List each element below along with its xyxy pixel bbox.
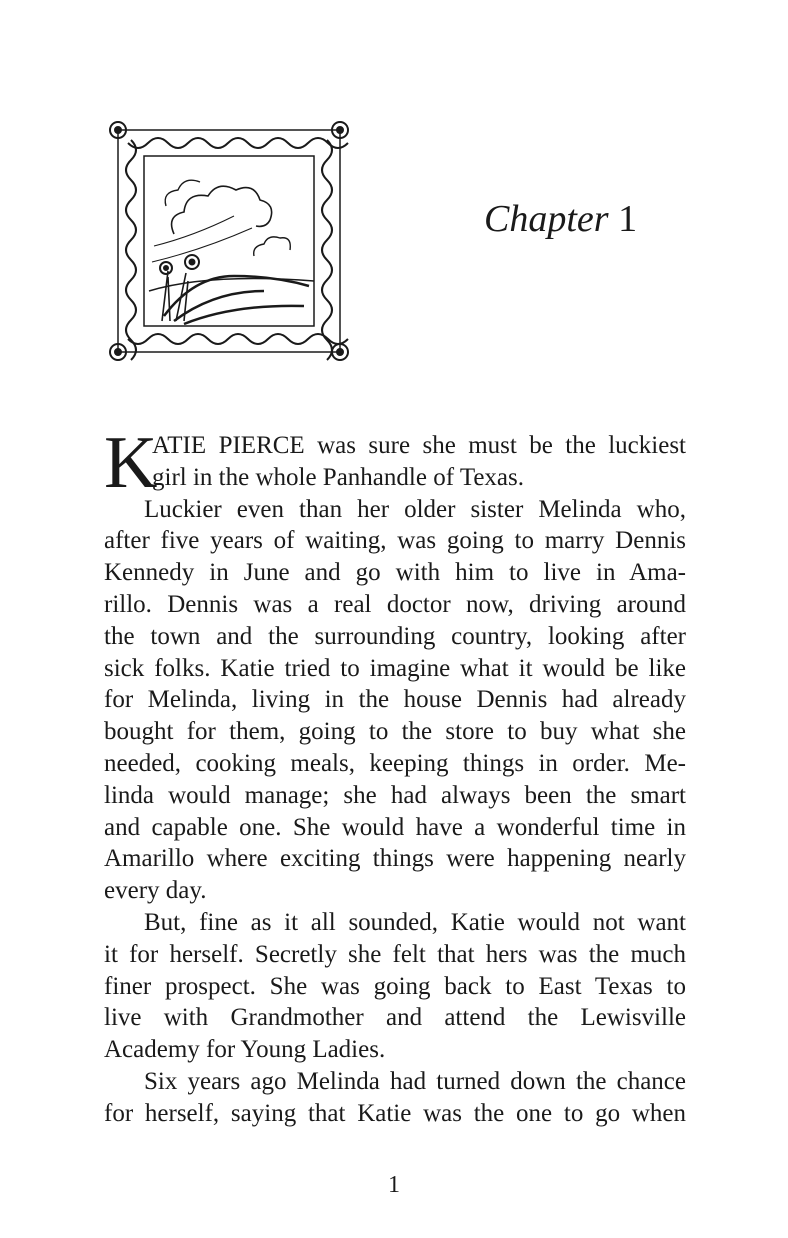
text-line: needed, cooking meals, keeping things in order. Me- [104, 749, 686, 777]
text-line: live with Grandmother and attend the Lewisville [104, 1004, 686, 1032]
text-line: finer prospect. She was going back to East Texas to [104, 972, 686, 1000]
text-line: every day. [104, 877, 207, 905]
text-line: and capable one. She would have a wonderful time in [104, 813, 686, 841]
text-line: for Melinda, living in the house Dennis had already [104, 686, 686, 714]
chapter-number: 1 [618, 198, 638, 240]
text-line: But, fine as it all sounded, Katie would not want [144, 908, 686, 936]
text-line: ATIE PIERCE was sure she must be the luckiest [152, 432, 686, 459]
page-number: 1 [388, 1172, 400, 1198]
text-line: for herself, saying that Katie was the one to go when [104, 1099, 686, 1127]
text-line: it for herself. Secretly she felt that hers was the much [104, 940, 686, 968]
text-line: Academy for Young Ladies. [104, 1036, 386, 1064]
text-line: rillo. Dennis was a real doctor now, driving around [104, 590, 686, 618]
drop-cap-letter: K [104, 422, 158, 504]
text-line: bought for them, going to the store to buy what she [104, 718, 686, 746]
text-line: after five years of waiting, was going to marry Dennis [104, 527, 686, 555]
text-line: Amarillo where exciting things were happening nearly [104, 845, 686, 873]
chapter-heading [484, 200, 637, 238]
chapter-vignette-illustration [104, 116, 354, 366]
text-line: linda would manage; she had always been the smart [104, 781, 686, 809]
chapter-body-text [104, 422, 686, 1130]
text-line: girl in the whole Panhandle of Texas. [152, 463, 525, 491]
text-line: Six years ago Melinda had turned down the chance [144, 1067, 686, 1095]
chapter-label: Chapter [484, 198, 609, 240]
text-line: Luckier even than her older sister Melinda who, [144, 495, 686, 523]
text-line: the town and the surrounding country, looking after [104, 622, 686, 650]
text-line: sick folks. Katie tried to imagine what it would be like [104, 654, 686, 682]
text-line: Kennedy in June and go with him to live in Ama- [104, 559, 686, 587]
